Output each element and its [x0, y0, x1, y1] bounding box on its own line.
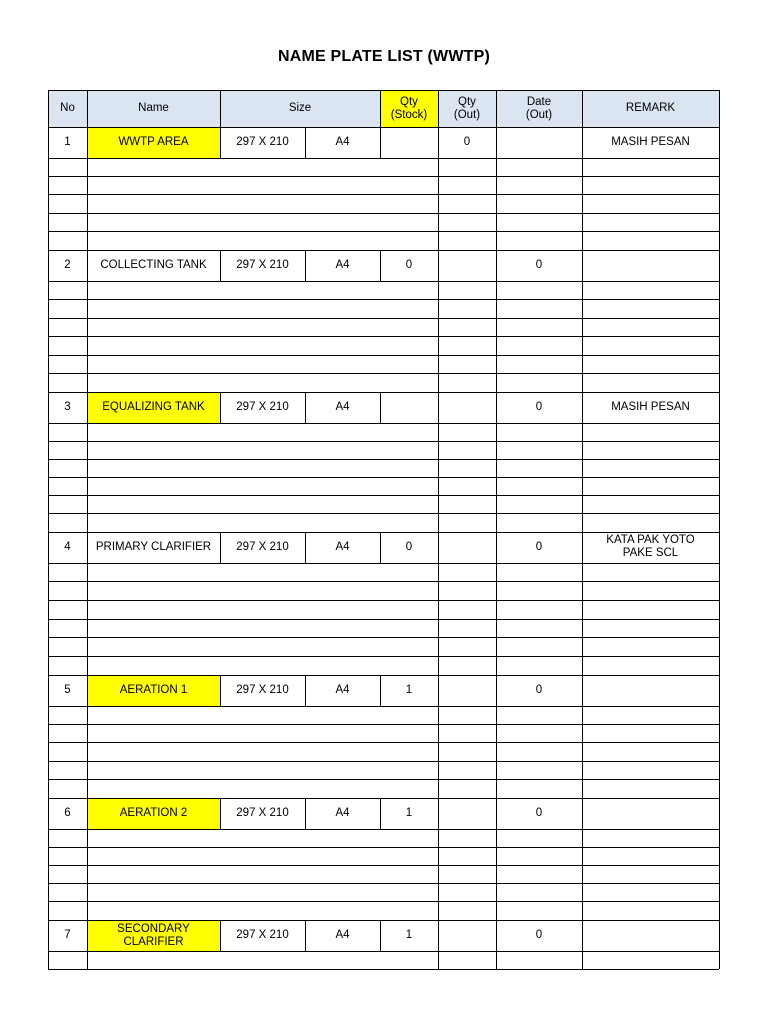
table-left-border [48, 90, 49, 969]
item-name: PRIMARY CLARIFIER [95, 541, 212, 553]
grid-line [438, 90, 439, 969]
item-name: AERATION 1 [119, 684, 188, 696]
item-paper-size: A4 [335, 541, 350, 553]
item-qty-out [438, 798, 496, 829]
header-qty-stock: Qty (Stock) [390, 95, 428, 121]
sub-row-line [48, 581, 719, 582]
item-dimension: 297 X 210 [236, 807, 289, 819]
header-name: Name [138, 102, 169, 114]
sub-row-line [48, 779, 719, 780]
item-no: 2 [64, 259, 71, 271]
sub-row-line [48, 724, 719, 725]
header-no: No [60, 102, 75, 114]
sub-row-line [48, 441, 719, 442]
table-right-border [719, 90, 720, 969]
sub-row-line [48, 637, 719, 638]
item-remark [582, 798, 719, 829]
sub-row-line [48, 513, 719, 514]
sub-row-line [48, 656, 719, 657]
item-name: EQUALIZING TANK [102, 401, 205, 413]
item-qty-out [438, 532, 496, 563]
sub-row-line [48, 299, 719, 300]
item-row-line [48, 969, 719, 970]
sub-row-line [48, 847, 719, 848]
item-no: 7 [64, 929, 71, 941]
sub-row-line [48, 865, 719, 866]
item-name: SECONDARY CLARIFIER [117, 922, 190, 948]
item-dimension: 297 X 210 [236, 541, 289, 553]
name-plate-table [48, 90, 719, 969]
item-qty-stock [380, 392, 438, 423]
item-name: COLLECTING TANK [100, 259, 207, 271]
grid-line [496, 90, 497, 969]
item-date-out: 0 [535, 684, 543, 696]
item-name: AERATION 2 [119, 807, 188, 819]
item-paper-size: A4 [335, 259, 350, 271]
item-remark [582, 920, 719, 951]
header-date-out: Date (Out) [525, 95, 553, 121]
item-date-out: 0 [535, 929, 543, 941]
sub-row-line [48, 459, 719, 460]
item-no: 6 [64, 807, 71, 819]
sub-row-line [48, 194, 719, 195]
item-remark [582, 675, 719, 706]
item-dimension: 297 X 210 [236, 259, 289, 271]
item-no: 4 [64, 541, 71, 553]
sub-row-line [48, 901, 719, 902]
item-qty-stock [380, 127, 438, 158]
header-remark: REMARK [625, 102, 676, 114]
item-remark: MASIH PESAN [611, 136, 690, 148]
item-date-out [496, 127, 582, 158]
sub-row-line [48, 336, 719, 337]
item-paper-size: A4 [335, 136, 350, 148]
item-date-out: 0 [535, 259, 543, 271]
sub-row-line [48, 883, 719, 884]
sub-row-line [48, 477, 719, 478]
item-no: 3 [64, 401, 71, 413]
item-date-out: 0 [535, 807, 543, 819]
item-name: WWTP AREA [118, 136, 189, 148]
item-date-out: 0 [535, 401, 543, 413]
item-paper-size: A4 [335, 929, 350, 941]
grid-line [87, 90, 88, 969]
sub-row-line [48, 355, 719, 356]
grid-line [220, 90, 221, 127]
item-remark: MASIH PESAN [611, 401, 690, 413]
grid-line [380, 90, 381, 127]
item-no: 5 [64, 684, 71, 696]
table-top-border [48, 90, 719, 91]
item-remark [582, 250, 719, 281]
item-qty-out [438, 250, 496, 281]
sub-row-line [48, 213, 719, 214]
sub-row-line [48, 231, 719, 232]
sub-row-line [48, 742, 719, 743]
sub-row-line [48, 761, 719, 762]
item-date-out: 0 [535, 541, 543, 553]
item-no: 1 [64, 136, 71, 148]
page-title: NAME PLATE LIST (WWTP) [277, 48, 491, 65]
item-remark: KATA PAK YOTO PAKE SCL [606, 534, 695, 559]
item-qty-stock: 0 [405, 259, 413, 271]
sub-row-line [48, 600, 719, 601]
item-qty-out [438, 392, 496, 423]
item-dimension: 297 X 210 [236, 401, 289, 413]
item-qty-out [438, 675, 496, 706]
item-paper-size: A4 [335, 684, 350, 696]
item-qty-out [438, 920, 496, 951]
item-dimension: 297 X 210 [236, 136, 289, 148]
sub-row-line [48, 318, 719, 319]
item-qty-stock: 1 [405, 684, 413, 696]
grid-line [582, 90, 583, 969]
item-dimension: 297 X 210 [236, 929, 289, 941]
item-qty-out: 0 [463, 136, 471, 148]
sub-row-line [48, 373, 719, 374]
sub-row-line [48, 619, 719, 620]
item-dimension: 297 X 210 [236, 684, 289, 696]
item-qty-stock: 0 [405, 541, 413, 553]
sub-row-line [48, 176, 719, 177]
header-size: Size [288, 102, 312, 114]
header-qty-out: Qty (Out) [453, 95, 481, 121]
item-paper-size: A4 [335, 401, 350, 413]
sub-row-line [48, 495, 719, 496]
item-qty-stock: 1 [405, 807, 413, 819]
item-paper-size: A4 [335, 807, 350, 819]
item-qty-stock: 1 [405, 929, 413, 941]
